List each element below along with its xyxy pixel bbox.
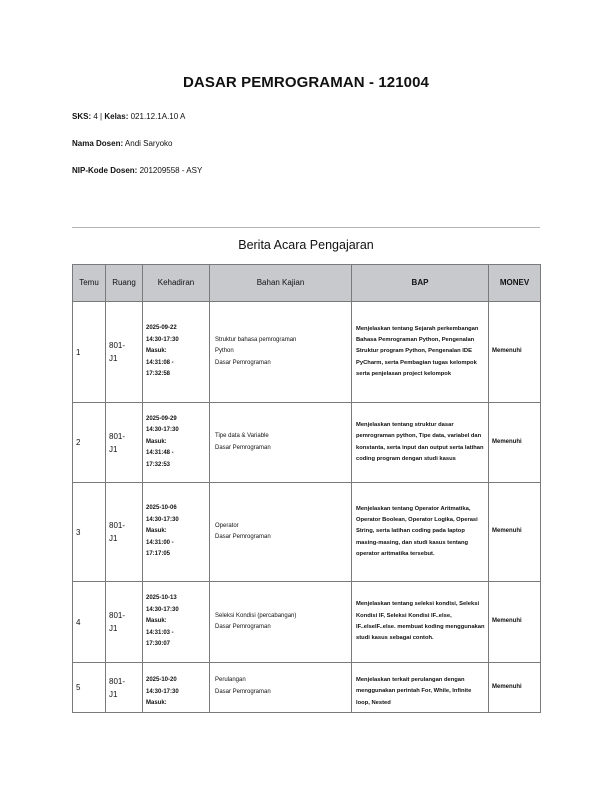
cell-kehadiran xyxy=(143,403,210,483)
bahan-line: Operator xyxy=(215,522,239,529)
kehadiran-line: 2025-09-29 xyxy=(146,415,177,422)
cell-temu: 1 xyxy=(73,302,106,403)
kehadiran-line: 14:31:03 - xyxy=(146,629,174,636)
bap-table xyxy=(72,264,541,713)
cell-ruang xyxy=(106,663,143,713)
ruang-line: 801- xyxy=(109,611,126,620)
table-row xyxy=(73,663,541,713)
cell-temu: 3 xyxy=(73,483,106,582)
kehadiran-line: Masuk: xyxy=(146,528,167,535)
bahan-line: Dasar Pemrograman xyxy=(215,688,271,695)
col-header-bahan-kajian: Bahan Kajian xyxy=(210,265,352,302)
cell-bahan-kajian xyxy=(210,302,352,403)
bahan-line: Struktur bahasa pemrograman xyxy=(215,336,297,343)
table-row xyxy=(73,483,541,582)
kehadiran-line: 17:32:58 xyxy=(146,371,171,378)
ruang-line: J1 xyxy=(109,444,118,454)
kehadiran-line: 14:30-17:30 xyxy=(146,427,179,434)
kehadiran-line: 2025-10-06 xyxy=(146,505,177,512)
cell-monev: Memenuhi xyxy=(489,302,541,403)
dosen-value: Andi Saryoko xyxy=(124,139,173,148)
kehadiran-line: Masuk: xyxy=(146,438,167,445)
sks-kelas-line xyxy=(72,112,185,121)
cell-temu: 4 xyxy=(73,582,106,663)
kehadiran-line: 17:32:53 xyxy=(146,461,171,468)
bahan-line: Dasar Pemrograman xyxy=(215,444,271,451)
table-row xyxy=(73,582,541,663)
kehadiran-line: 14:30-17:30 xyxy=(146,516,179,523)
sks-value: 4 xyxy=(93,112,98,121)
cell-bap: Menjelaskan tentang seleksi kondisi, Seleksi Kondisi IF, Seleksi Kondisi IF..else, IF..elseIF..else. membuat koding menggunakan studi kasus sebagai contoh. xyxy=(352,582,489,663)
dosen-line xyxy=(72,139,173,148)
nip-line xyxy=(72,166,202,175)
cell-temu: 2 xyxy=(73,403,106,483)
ruang-line: J1 xyxy=(109,354,118,363)
cell-kehadiran xyxy=(143,302,210,403)
ruang-line: J1 xyxy=(109,624,118,633)
ruang-line: J1 xyxy=(109,534,118,543)
kehadiran-line: Masuk: xyxy=(146,618,167,625)
col-header-monev: MONEV xyxy=(489,265,541,302)
kehadiran-line: 14:30-17:30 xyxy=(146,606,179,613)
kehadiran-line: 17:17:05 xyxy=(146,551,171,558)
bahan-line: Python xyxy=(215,348,234,355)
cell-kehadiran xyxy=(143,582,210,663)
cell-bap: Menjelaskan terkait perulangan dengan menggunakan perintah For, While, Infinite loop, Nested xyxy=(352,663,489,713)
course-title: DASAR PEMROGRAMAN - 121004 xyxy=(183,74,429,91)
cell-monev: Memenuhi xyxy=(489,403,541,483)
ruang-line: 801- xyxy=(109,431,126,441)
col-header-ruang: Ruang xyxy=(106,265,143,302)
ruang-line: 801- xyxy=(109,341,126,350)
ruang-line: J1 xyxy=(109,690,118,699)
bahan-line: Dasar Pemrograman xyxy=(215,359,271,366)
cell-kehadiran xyxy=(143,663,210,713)
cell-bap: Menjelaskan tentang Operator Aritmatika, Operator Boolean, Operator Logika, Operasi String, serta latihan coding pada laptop masing-masing, dan studi kasus tentang operator aritmatika tersebut. xyxy=(352,483,489,582)
cell-monev: Memenuhi xyxy=(489,483,541,582)
kehadiran-line: 2025-10-13 xyxy=(146,595,177,602)
cell-ruang xyxy=(106,403,143,483)
dosen-label: Nama Dosen: xyxy=(72,139,124,148)
kehadiran-line: 14:30-17:30 xyxy=(146,336,179,343)
cell-monev: Memenuhi xyxy=(489,663,541,713)
cell-monev: Memenuhi xyxy=(489,582,541,663)
cell-bahan-kajian xyxy=(210,582,352,663)
cell-temu: 5 xyxy=(73,663,106,713)
bahan-line: Dasar Pemrograman xyxy=(215,624,271,630)
kehadiran-line: 14:31:48 - xyxy=(146,450,174,457)
kehadiran-line: 14:31:08 - xyxy=(146,359,174,366)
nip-value: 201209558 - ASY xyxy=(139,166,203,175)
cell-bahan-kajian xyxy=(210,483,352,582)
kehadiran-line: Masuk: xyxy=(146,348,167,355)
col-header-temu: Temu xyxy=(73,265,106,302)
bahan-line: Dasar Pemrograman xyxy=(215,534,271,540)
nip-label: NIP-Kode Dosen: xyxy=(72,166,138,175)
kehadiran-line: 14:30-17:30 xyxy=(146,688,179,695)
col-header-kehadiran: Kehadiran xyxy=(143,265,210,302)
section-title: Berita Acara Pengajaran xyxy=(238,238,374,252)
kelas-label: Kelas: xyxy=(104,112,129,121)
bahan-line: Perulangan xyxy=(215,677,246,683)
bahan-line: Seleksi Kondisi (percabangan) xyxy=(215,612,297,619)
ruang-line: 801- xyxy=(109,521,126,530)
cell-ruang xyxy=(106,302,143,403)
kehadiran-line: 2025-09-22 xyxy=(146,325,177,332)
cell-ruang xyxy=(106,582,143,663)
col-header-bap: BAP xyxy=(352,265,489,302)
cell-kehadiran xyxy=(143,483,210,582)
kehadiran-line: Masuk: xyxy=(146,700,167,706)
kehadiran-line: 14:31:00 - xyxy=(146,539,174,546)
cell-bahan-kajian xyxy=(210,663,352,713)
kelas-value: 021.12.1A.10 A xyxy=(130,112,186,121)
separator: | xyxy=(100,112,103,121)
table-row xyxy=(73,403,541,483)
cell-ruang xyxy=(106,483,143,582)
cell-bahan-kajian xyxy=(210,403,352,483)
bahan-line: Tipe data & Variable xyxy=(215,433,269,439)
kehadiran-line: 17:30:07 xyxy=(146,641,171,648)
table-row xyxy=(73,302,541,403)
sks-label: SKS: xyxy=(72,112,92,121)
table-header-row xyxy=(73,265,541,302)
cell-bap: Menjelaskan tentang Sejarah perkembangan Bahasa Pemrograman Python, Pengenalan Struktur program Python, Pengenalan IDE PyCharm, serta Pembagian tugas kelompok serta penjelasan project kelompok xyxy=(352,302,489,403)
ruang-line: 801- xyxy=(109,677,126,686)
kehadiran-line: 2025-10-20 xyxy=(146,677,177,683)
cell-bap: Menjelaskan tentang struktur dasar pemrograman python, Tipe data, variabel dan konstanta, serta input dan output serta latihan coding program dengan studi kasus xyxy=(352,403,489,483)
divider xyxy=(72,227,540,228)
